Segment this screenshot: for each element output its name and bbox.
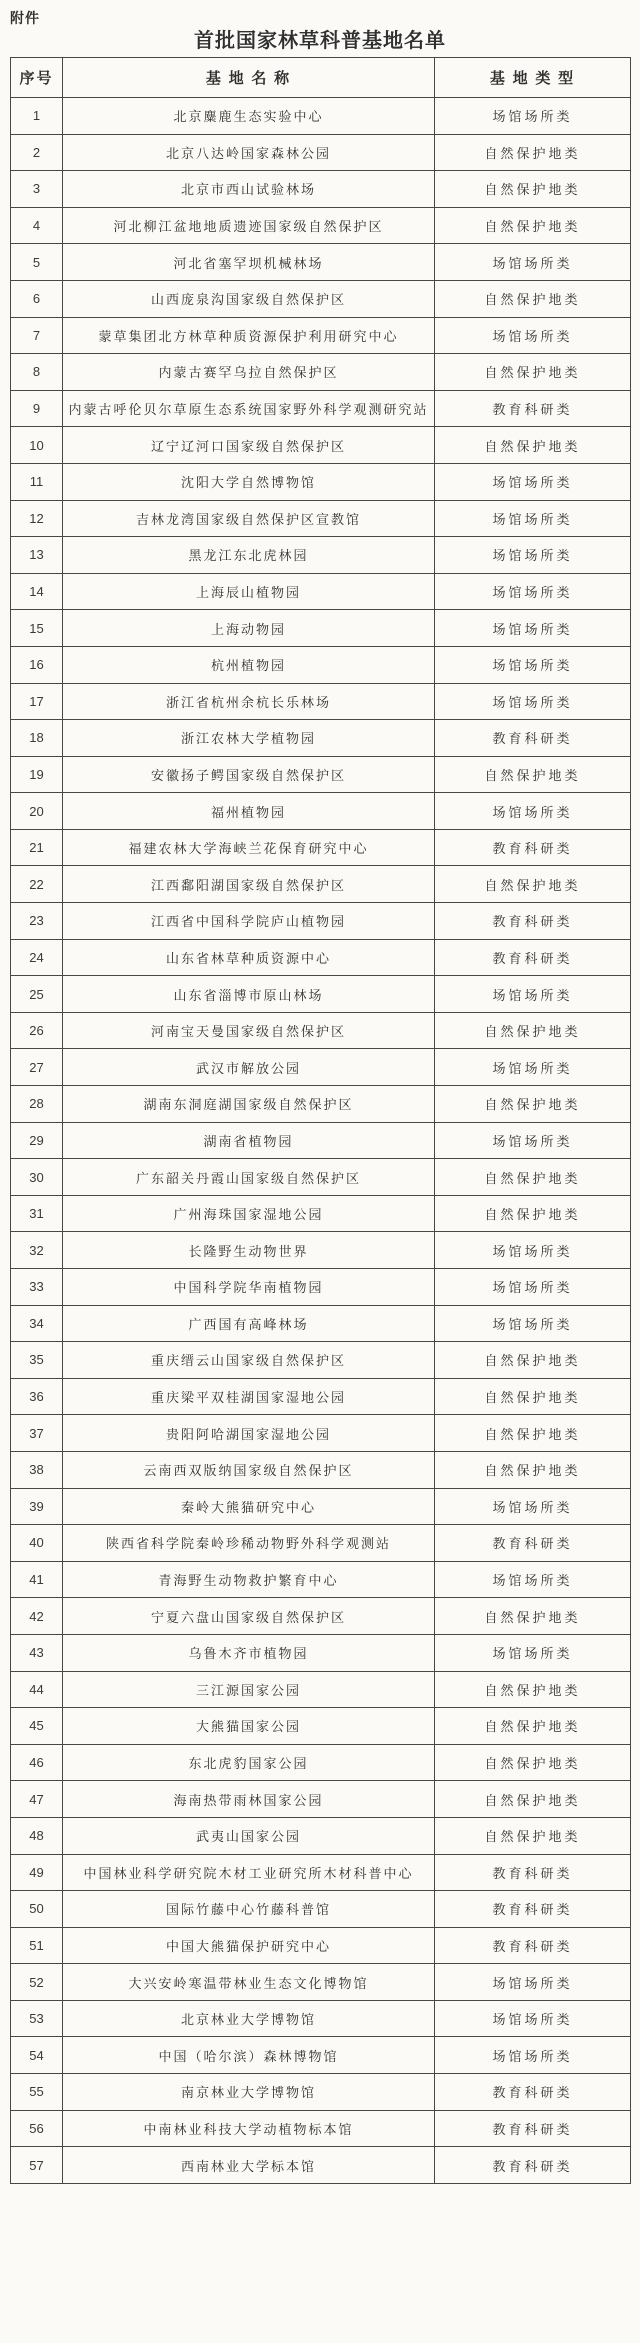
name-cell: 福建农林大学海峡兰花保育研究中心 (63, 829, 435, 866)
name-cell: 中南林业科技大学动植物标本馆 (63, 2110, 435, 2147)
name-cell: 浙江农林大学植物园 (63, 720, 435, 757)
table-row (11, 1708, 631, 1745)
table-row (11, 1195, 631, 1232)
table-row (11, 1269, 631, 1306)
table-row (11, 2147, 631, 2184)
name-cell: 安徽扬子鳄国家级自然保护区 (63, 756, 435, 793)
seq-cell: 32 (11, 1232, 63, 1269)
table-row (11, 683, 631, 720)
type-cell: 场馆场所类 (435, 500, 631, 537)
table-row (11, 1634, 631, 1671)
type-cell: 场馆场所类 (435, 98, 631, 135)
type-cell: 自然保护地类 (435, 1817, 631, 1854)
name-cell: 辽宁辽河口国家级自然保护区 (63, 427, 435, 464)
type-cell: 场馆场所类 (435, 463, 631, 500)
name-cell: 南京林业大学博物馆 (63, 2074, 435, 2111)
page-title: 首批国家林草科普基地名单 (194, 30, 446, 52)
name-cell: 中国林业科学研究院木材工业研究所木材科普中心 (63, 1854, 435, 1891)
seq-cell: 30 (11, 1159, 63, 1196)
type-cell: 教育科研类 (435, 939, 631, 976)
name-cell: 重庆缙云山国家级自然保护区 (63, 1342, 435, 1379)
table-row (11, 244, 631, 281)
seq-cell: 45 (11, 1708, 63, 1745)
type-cell: 场馆场所类 (435, 244, 631, 281)
seq-cell: 19 (11, 756, 63, 793)
table-row (11, 317, 631, 354)
type-cell: 自然保护地类 (435, 1598, 631, 1635)
name-cell: 青海野生动物救护繁育中心 (63, 1561, 435, 1598)
type-cell: 自然保护地类 (435, 1342, 631, 1379)
name-cell: 湖南省植物园 (63, 1122, 435, 1159)
type-cell: 教育科研类 (435, 829, 631, 866)
table-row (11, 1378, 631, 1415)
seq-cell: 42 (11, 1598, 63, 1635)
type-cell: 场馆场所类 (435, 646, 631, 683)
table-row (11, 903, 631, 940)
seq-cell: 17 (11, 683, 63, 720)
name-cell: 吉林龙湾国家级自然保护区宣教馆 (63, 500, 435, 537)
seq-cell: 40 (11, 1525, 63, 1562)
name-cell: 陕西省科学院秦岭珍稀动物野外科学观测站 (63, 1525, 435, 1562)
table-body (11, 98, 631, 2184)
table-row (11, 2000, 631, 2037)
seq-cell: 6 (11, 280, 63, 317)
table-row (11, 207, 631, 244)
type-cell: 自然保护地类 (435, 1195, 631, 1232)
type-cell: 教育科研类 (435, 2147, 631, 2184)
seq-cell: 18 (11, 720, 63, 757)
table-row (11, 1342, 631, 1379)
type-cell: 教育科研类 (435, 903, 631, 940)
type-cell: 场馆场所类 (435, 1634, 631, 1671)
table-row (11, 463, 631, 500)
type-cell: 教育科研类 (435, 1927, 631, 1964)
name-cell: 北京麋鹿生态实验中心 (63, 98, 435, 135)
table-row (11, 134, 631, 171)
seq-cell: 48 (11, 1817, 63, 1854)
seq-cell: 29 (11, 1122, 63, 1159)
name-cell: 江西鄱阳湖国家级自然保护区 (63, 866, 435, 903)
table-row (11, 829, 631, 866)
type-cell: 教育科研类 (435, 2074, 631, 2111)
type-cell: 自然保护地类 (435, 207, 631, 244)
name-cell: 内蒙古呼伦贝尔草原生态系统国家野外科学观测研究站 (63, 390, 435, 427)
seq-cell: 49 (11, 1854, 63, 1891)
table-row (11, 756, 631, 793)
name-cell: 西南林业大学标本馆 (63, 2147, 435, 2184)
type-cell: 自然保护地类 (435, 1671, 631, 1708)
name-cell: 广州海珠国家湿地公园 (63, 1195, 435, 1232)
name-cell: 贵阳阿哈湖国家湿地公园 (63, 1415, 435, 1452)
name-cell: 东北虎豹国家公园 (63, 1744, 435, 1781)
name-cell: 海南热带雨林国家公园 (63, 1781, 435, 1818)
table-row (11, 866, 631, 903)
name-cell: 广东韶关丹霞山国家级自然保护区 (63, 1159, 435, 1196)
type-cell: 自然保护地类 (435, 866, 631, 903)
table-row (11, 1451, 631, 1488)
type-cell: 教育科研类 (435, 1854, 631, 1891)
seq-cell: 20 (11, 793, 63, 830)
table-row (11, 1854, 631, 1891)
name-cell: 上海动物园 (63, 610, 435, 647)
seq-cell: 46 (11, 1744, 63, 1781)
type-cell: 自然保护地类 (435, 1744, 631, 1781)
name-cell: 浙江省杭州余杭长乐林场 (63, 683, 435, 720)
name-cell: 国际竹藤中心竹藤科普馆 (63, 1891, 435, 1928)
table-row (11, 939, 631, 976)
name-cell: 蒙草集团北方林草种质资源保护利用研究中心 (63, 317, 435, 354)
attachment-label: 附件 (10, 12, 40, 27)
seq-cell: 15 (11, 610, 63, 647)
seq-cell: 25 (11, 976, 63, 1013)
table-row (11, 2074, 631, 2111)
seq-cell: 36 (11, 1378, 63, 1415)
type-cell: 场馆场所类 (435, 793, 631, 830)
seq-cell: 10 (11, 427, 63, 464)
seq-cell: 57 (11, 2147, 63, 2184)
seq-cell: 39 (11, 1488, 63, 1525)
type-cell: 教育科研类 (435, 390, 631, 427)
name-cell: 北京市西山试验林场 (63, 171, 435, 208)
seq-cell: 4 (11, 207, 63, 244)
table-row (11, 1561, 631, 1598)
table-row (11, 427, 631, 464)
type-cell: 自然保护地类 (435, 171, 631, 208)
type-cell: 自然保护地类 (435, 756, 631, 793)
seq-cell: 7 (11, 317, 63, 354)
seq-cell: 47 (11, 1781, 63, 1818)
name-cell: 中国科学院华南植物园 (63, 1269, 435, 1306)
name-cell: 武汉市解放公园 (63, 1049, 435, 1086)
type-cell: 场馆场所类 (435, 1561, 631, 1598)
table-row (11, 390, 631, 427)
type-cell: 自然保护地类 (435, 134, 631, 171)
table-row (11, 1012, 631, 1049)
seq-cell: 3 (11, 171, 63, 208)
table-row (11, 354, 631, 391)
table-row (11, 537, 631, 574)
type-cell: 场馆场所类 (435, 317, 631, 354)
name-cell: 北京八达岭国家森林公园 (63, 134, 435, 171)
name-cell: 沈阳大学自然博物馆 (63, 463, 435, 500)
seq-cell: 38 (11, 1451, 63, 1488)
table-row (11, 98, 631, 135)
name-cell: 内蒙古赛罕乌拉自然保护区 (63, 354, 435, 391)
seq-cell: 50 (11, 1891, 63, 1928)
table-row (11, 280, 631, 317)
seq-cell: 9 (11, 390, 63, 427)
seq-cell: 35 (11, 1342, 63, 1379)
name-cell: 大熊猫国家公园 (63, 1708, 435, 1745)
seq-cell: 22 (11, 866, 63, 903)
name-cell: 中国大熊猫保护研究中心 (63, 1927, 435, 1964)
table-row (11, 1891, 631, 1928)
table-row (11, 2037, 631, 2074)
seq-cell: 5 (11, 244, 63, 281)
type-cell: 教育科研类 (435, 1525, 631, 1562)
type-cell: 自然保护地类 (435, 1159, 631, 1196)
seq-cell: 41 (11, 1561, 63, 1598)
table-row (11, 610, 631, 647)
table-row (11, 500, 631, 537)
table-row (11, 1086, 631, 1123)
header-seq: 序号 (11, 58, 63, 98)
name-cell: 上海辰山植物园 (63, 573, 435, 610)
table-row (11, 1598, 631, 1635)
type-cell: 场馆场所类 (435, 2037, 631, 2074)
name-cell: 长隆野生动物世界 (63, 1232, 435, 1269)
header-row (11, 58, 631, 98)
seq-cell: 54 (11, 2037, 63, 2074)
name-cell: 杭州植物园 (63, 646, 435, 683)
type-cell: 自然保护地类 (435, 1086, 631, 1123)
table-row (11, 1671, 631, 1708)
seq-cell: 12 (11, 500, 63, 537)
type-cell: 场馆场所类 (435, 2000, 631, 2037)
seq-cell: 23 (11, 903, 63, 940)
table-row (11, 1817, 631, 1854)
name-cell: 湖南东洞庭湖国家级自然保护区 (63, 1086, 435, 1123)
type-cell: 教育科研类 (435, 2110, 631, 2147)
seq-cell: 13 (11, 537, 63, 574)
table-row (11, 1488, 631, 1525)
seq-cell: 33 (11, 1269, 63, 1306)
name-cell: 河北柳江盆地地质遗迹国家级自然保护区 (63, 207, 435, 244)
seq-cell: 44 (11, 1671, 63, 1708)
seq-cell: 26 (11, 1012, 63, 1049)
name-cell: 乌鲁木齐市植物园 (63, 1634, 435, 1671)
name-cell: 黑龙江东北虎林园 (63, 537, 435, 574)
name-cell: 山东省淄博市原山林场 (63, 976, 435, 1013)
type-cell: 场馆场所类 (435, 1232, 631, 1269)
table-row (11, 976, 631, 1013)
name-cell: 秦岭大熊猫研究中心 (63, 1488, 435, 1525)
name-cell: 河北省塞罕坝机械林场 (63, 244, 435, 281)
seq-cell: 53 (11, 2000, 63, 2037)
seq-cell: 56 (11, 2110, 63, 2147)
header-type: 基 地 类 型 (435, 58, 631, 98)
type-cell: 自然保护地类 (435, 1451, 631, 1488)
type-cell: 场馆场所类 (435, 1122, 631, 1159)
seq-cell: 31 (11, 1195, 63, 1232)
type-cell: 教育科研类 (435, 720, 631, 757)
table-row (11, 1964, 631, 2001)
table-row (11, 720, 631, 757)
type-cell: 自然保护地类 (435, 1378, 631, 1415)
name-cell: 重庆梁平双桂湖国家湿地公园 (63, 1378, 435, 1415)
table-row (11, 1049, 631, 1086)
seq-cell: 24 (11, 939, 63, 976)
name-cell: 云南西双版纳国家级自然保护区 (63, 1451, 435, 1488)
type-cell: 场馆场所类 (435, 976, 631, 1013)
type-cell: 自然保护地类 (435, 1012, 631, 1049)
type-cell: 场馆场所类 (435, 537, 631, 574)
seq-cell: 51 (11, 1927, 63, 1964)
table-row (11, 171, 631, 208)
type-cell: 场馆场所类 (435, 1269, 631, 1306)
type-cell: 场馆场所类 (435, 683, 631, 720)
base-list-table (10, 57, 631, 2184)
seq-cell: 37 (11, 1415, 63, 1452)
header-name: 基 地 名 称 (63, 58, 435, 98)
table-row (11, 2110, 631, 2147)
name-cell: 河南宝天曼国家级自然保护区 (63, 1012, 435, 1049)
name-cell: 武夷山国家公园 (63, 1817, 435, 1854)
type-cell: 场馆场所类 (435, 1305, 631, 1342)
name-cell: 北京林业大学博物馆 (63, 2000, 435, 2037)
seq-cell: 34 (11, 1305, 63, 1342)
table-row (11, 1781, 631, 1818)
type-cell: 自然保护地类 (435, 1708, 631, 1745)
table-row (11, 1415, 631, 1452)
seq-cell: 16 (11, 646, 63, 683)
table-row (11, 1744, 631, 1781)
seq-cell: 8 (11, 354, 63, 391)
type-cell: 场馆场所类 (435, 1049, 631, 1086)
type-cell: 自然保护地类 (435, 427, 631, 464)
name-cell: 福州植物园 (63, 793, 435, 830)
table-row (11, 1927, 631, 1964)
name-cell: 中国（哈尔滨）森林博物馆 (63, 2037, 435, 2074)
table-row (11, 1159, 631, 1196)
name-cell: 山东省林草种质资源中心 (63, 939, 435, 976)
type-cell: 自然保护地类 (435, 1415, 631, 1452)
seq-cell: 43 (11, 1634, 63, 1671)
table-row (11, 1122, 631, 1159)
seq-cell: 11 (11, 463, 63, 500)
seq-cell: 52 (11, 1964, 63, 2001)
table-row (11, 646, 631, 683)
table-row (11, 1525, 631, 1562)
table-row (11, 793, 631, 830)
type-cell: 场馆场所类 (435, 610, 631, 647)
name-cell: 三江源国家公园 (63, 1671, 435, 1708)
type-cell: 场馆场所类 (435, 1488, 631, 1525)
name-cell: 广西国有高峰林场 (63, 1305, 435, 1342)
table-row (11, 573, 631, 610)
type-cell: 自然保护地类 (435, 280, 631, 317)
seq-cell: 55 (11, 2074, 63, 2111)
seq-cell: 28 (11, 1086, 63, 1123)
type-cell: 自然保护地类 (435, 1781, 631, 1818)
seq-cell: 27 (11, 1049, 63, 1086)
table-row (11, 1232, 631, 1269)
type-cell: 教育科研类 (435, 1891, 631, 1928)
name-cell: 宁夏六盘山国家级自然保护区 (63, 1598, 435, 1635)
seq-cell: 1 (11, 98, 63, 135)
type-cell: 自然保护地类 (435, 354, 631, 391)
seq-cell: 21 (11, 829, 63, 866)
name-cell: 大兴安岭寒温带林业生态文化博物馆 (63, 1964, 435, 2001)
seq-cell: 14 (11, 573, 63, 610)
type-cell: 场馆场所类 (435, 573, 631, 610)
name-cell: 江西省中国科学院庐山植物园 (63, 903, 435, 940)
seq-cell: 2 (11, 134, 63, 171)
table-row (11, 1305, 631, 1342)
type-cell: 场馆场所类 (435, 1964, 631, 2001)
name-cell: 山西庞泉沟国家级自然保护区 (63, 280, 435, 317)
